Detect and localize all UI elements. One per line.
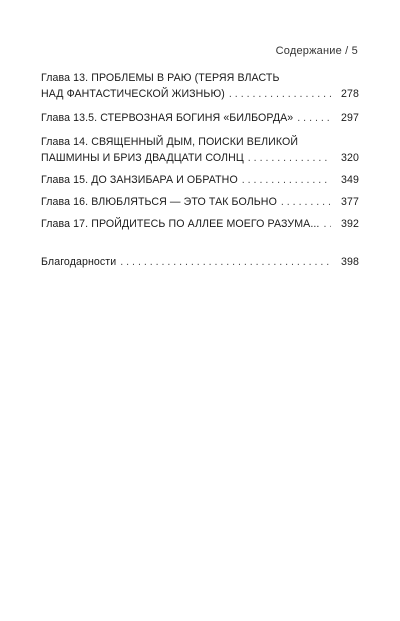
toc-entry-line bbox=[41, 254, 359, 270]
chapter-title: ВЛЮБЛЯТЬСЯ — ЭТО ТАК БОЛЬНО bbox=[91, 196, 277, 208]
page-number: 392 bbox=[341, 218, 359, 230]
chapter-title: ПРОЙДИТЕСЬ ПО АЛЛЕЕ МОЕГО РАЗУМА... bbox=[91, 218, 320, 230]
toc-entry-line bbox=[41, 70, 359, 86]
toc-entry-acknowledgements[interactable] bbox=[41, 254, 359, 270]
running-head: Содержание / 5 bbox=[275, 45, 358, 57]
chapter-title: ПРОБЛЕМЫ В РАЮ (ТЕРЯЯ ВЛАСТЬ bbox=[91, 72, 280, 84]
toc-entry-chapter-13-5[interactable] bbox=[41, 110, 359, 126]
chapter-label: Глава 17. bbox=[41, 218, 89, 230]
chapter-title: ДО ЗАНЗИБАРА И ОБРАТНО bbox=[91, 174, 238, 186]
toc-entry-line bbox=[41, 110, 359, 126]
dot-leader bbox=[120, 254, 331, 270]
toc-entry-line bbox=[41, 172, 359, 188]
chapter-title: СВЯЩЕННЫЙ ДЫМ, ПОИСКИ ВЕЛИКОЙ bbox=[91, 136, 299, 148]
toc-entry-line bbox=[41, 134, 359, 150]
dot-leader bbox=[323, 216, 331, 232]
dot-leader bbox=[281, 194, 331, 210]
chapter-label: Глава 14. bbox=[41, 136, 89, 148]
chapter-label: Глава 16. bbox=[41, 196, 89, 208]
chapter-title-continued: ПАШМИНЫ И БРИЗ ДВАДЦАТИ СОЛНЦ bbox=[41, 152, 244, 164]
acknowledgements-label: Благодарности bbox=[41, 256, 117, 268]
page-number: 320 bbox=[341, 152, 359, 164]
table-of-contents bbox=[41, 70, 359, 270]
page-number: 297 bbox=[341, 112, 359, 124]
toc-entry-chapter-17[interactable] bbox=[41, 216, 359, 232]
toc-entry-line bbox=[41, 216, 359, 232]
page-number: 398 bbox=[341, 256, 359, 268]
toc-entry-chapter-13[interactable] bbox=[41, 70, 359, 102]
dot-leader bbox=[297, 110, 331, 126]
page-number: 377 bbox=[341, 196, 359, 208]
toc-entry-chapter-14[interactable] bbox=[41, 134, 359, 166]
chapter-label: Глава 15. bbox=[41, 174, 89, 186]
toc-entry-line bbox=[41, 86, 359, 102]
dot-leader bbox=[229, 86, 331, 102]
chapter-label: Глава 13.5. bbox=[41, 112, 98, 124]
toc-entry-line bbox=[41, 150, 359, 166]
toc-entry-chapter-15[interactable] bbox=[41, 172, 359, 188]
page-number: 278 bbox=[341, 88, 359, 100]
toc-entry-line bbox=[41, 194, 359, 210]
dot-leader bbox=[242, 172, 331, 188]
toc-entry-chapter-16[interactable] bbox=[41, 194, 359, 210]
chapter-title: СТЕРВОЗНАЯ БОГИНЯ «БИЛБОРДА» bbox=[100, 112, 294, 124]
dot-leader bbox=[248, 150, 331, 166]
page-number: 349 bbox=[341, 174, 359, 186]
chapter-title-continued: НАД ФАНТАСТИЧЕСКОЙ ЖИЗНЬЮ) bbox=[41, 88, 225, 100]
chapter-label: Глава 13. bbox=[41, 72, 89, 84]
